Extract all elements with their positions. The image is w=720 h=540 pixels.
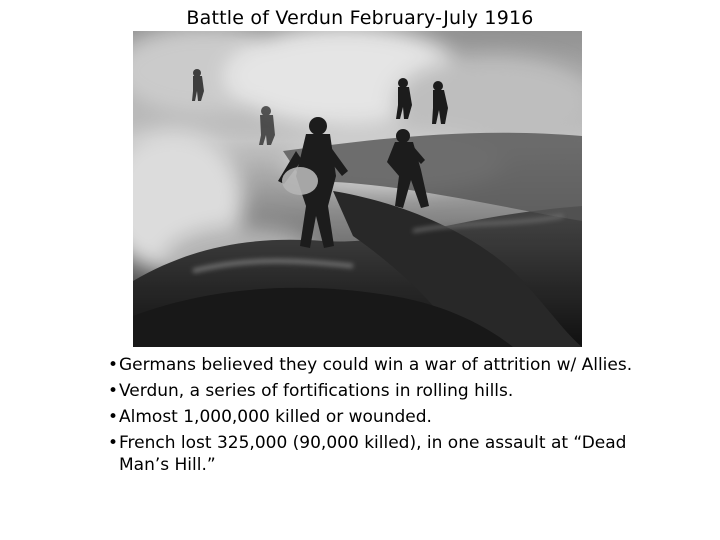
slide-title: Battle of Verdun February-July 1916: [186, 7, 534, 29]
bullet-text: Verdun, a series of fortifications in rolling hills.: [119, 381, 514, 401]
bullet-item: [108, 406, 668, 428]
bullet-text: French lost 325,000 (90,000 killed), in one assault at “Dead Man’s Hill.”: [119, 433, 627, 475]
bullet-text: Germans believed they could win a war of attrition w/ Allies.: [119, 355, 633, 375]
bullet-item: [108, 380, 668, 402]
bullet-marker: •: [108, 433, 119, 453]
bullet-item: [108, 354, 668, 376]
bullet-marker: •: [108, 407, 119, 427]
bullet-item: [108, 432, 668, 476]
battle-photo-illustration: [133, 31, 582, 347]
bullet-marker: •: [108, 381, 119, 401]
bullet-marker: •: [108, 355, 119, 375]
bullet-text: Almost 1,000,000 killed or wounded.: [119, 407, 432, 427]
bullet-list: [108, 354, 668, 480]
battle-photo: [133, 31, 582, 347]
